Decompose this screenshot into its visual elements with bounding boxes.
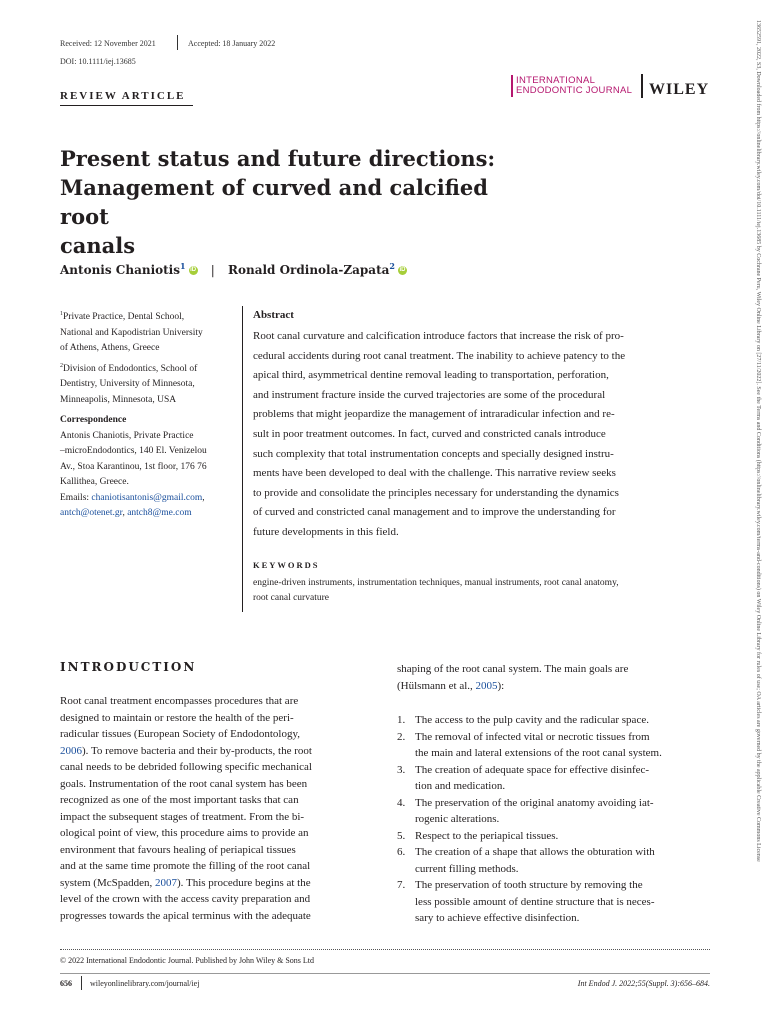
title-line-2: Management of curved and calcified root <box>60 175 488 229</box>
abstract-line: of curved and constricted canal management and to improve the understanding for <box>253 506 616 519</box>
list-item <box>397 795 709 828</box>
author-separator: | <box>210 263 215 277</box>
correspondence-line-3: Av., Stoa Karantinou, 1st floor, 176 76 <box>60 461 207 472</box>
abstract-line: such complexity that total instrumentation concepts and specially designed instru- <box>253 447 614 460</box>
list-item-text: current filling methods. <box>415 862 519 875</box>
abstract-body <box>253 327 709 543</box>
list-number: 6. <box>397 846 406 858</box>
citation-link[interactable]: 2006 <box>60 744 82 757</box>
author-2-affiliation-ref[interactable]: 2 <box>389 261 395 271</box>
list-item-text: The creation of a shape that allows the obturation with <box>415 846 655 858</box>
list-item-text: the main and lateral extensions of the root canal system. <box>415 747 662 759</box>
list-number: 4. <box>397 796 406 809</box>
list-item <box>397 729 709 762</box>
logo-divider <box>641 74 643 98</box>
accepted-date: Accepted: 18 January 2022 <box>188 39 276 48</box>
email-link-3[interactable]: antch8@me.com <box>127 508 192 518</box>
correspondence-line-1: Antonis Chaniotis, Private Practice <box>60 430 194 441</box>
abstract-line: future developments in this field. <box>253 525 399 538</box>
emails-label: Emails: <box>60 492 92 503</box>
list-number: 1. <box>397 714 406 726</box>
list-item-text: less possible amount of dentine structure that is neces- <box>415 895 655 908</box>
intro-line: impact the subsequent stages of treatment. From the bi- <box>60 810 305 823</box>
correspondence-heading: Correspondence <box>60 415 127 425</box>
citation: Int Endod J. 2022;55(Suppl. 3):656–684. <box>577 979 710 988</box>
list-number: 3. <box>397 763 406 776</box>
copyright: © 2022 International Endodontic Journal. Published by John Wiley & Sons Ltd <box>60 956 315 965</box>
doi: DOI: 10.1111/iej.13685 <box>60 57 136 66</box>
journal-logo-text <box>516 76 632 96</box>
intro-line: progresses towards the apical terminus with the adequate <box>60 909 311 922</box>
affiliation-2-sup: 2 <box>60 362 63 369</box>
list-item-text: The access to the pulp cavity and the radicular space. <box>415 714 649 726</box>
title-line-3: canals <box>60 233 136 258</box>
intro-line: canal needs to be debrided following specific mechanical <box>60 761 312 773</box>
citation-link[interactable]: 2005 <box>475 679 498 692</box>
orcid-icon[interactable]: iD <box>399 267 406 273</box>
list-item-text: tion and medication. <box>415 780 506 792</box>
list-number: 2. <box>397 730 406 743</box>
list-item <box>397 762 709 795</box>
footer-rule <box>60 973 710 974</box>
intro-line: environment that favours healing of periapical tissues <box>60 843 296 856</box>
intro-line <box>60 743 372 760</box>
abstract-line: ments have been developed to deal with the challenge. This narrative review seeks <box>253 467 616 480</box>
list-item <box>397 712 709 729</box>
list-number: 7. <box>397 879 406 891</box>
list-item-text: sary to achieve effective disinfection. <box>415 912 580 924</box>
list-item <box>397 828 709 845</box>
intro-line: Root canal treatment encompasses procedures that are <box>60 695 299 707</box>
list-item-text: The creation of adequate space for effective disinfec- <box>415 763 650 776</box>
intro-line-text: ): <box>497 679 505 692</box>
journal-logo-line2: ENDODONTIC JOURNAL <box>516 85 633 96</box>
correspondence <box>60 413 240 522</box>
author-2-name[interactable]: Ronald Ordinola-Zapata <box>228 263 390 277</box>
affiliation-2-line-3: Minneapolis, Minnesota, USA <box>60 394 177 405</box>
affiliations <box>60 307 240 408</box>
affiliation-1-sup: 1 <box>60 311 63 317</box>
abstract-heading: Abstract <box>253 309 294 321</box>
abstract-rule <box>242 306 243 612</box>
keywords-line-2: root canal curvature <box>253 593 329 603</box>
list-item <box>397 877 709 927</box>
header-divider <box>177 35 178 50</box>
intro-line-text: (Hülsmann et al., <box>397 679 476 692</box>
affiliation-2-line-2: Dentistry, University of Minnesota, <box>60 379 195 390</box>
abstract-line: problems that might jeopardize the management of intraradicular infection and re- <box>253 408 615 421</box>
author-1-affiliation-ref[interactable]: 1 <box>180 261 186 271</box>
intro-line: and at the same time promote the filling of the root canal <box>60 860 311 872</box>
list-item-text: rogenic alterations. <box>415 813 500 825</box>
affiliation-2 <box>60 359 240 378</box>
intro-line <box>397 678 709 695</box>
list-item-text: Respect to the periapical tissues. <box>415 829 559 842</box>
affiliation-1-line-2: National and Kapodistrian University <box>60 327 203 338</box>
intro-line <box>60 875 372 892</box>
intro-line-text: ). To remove bacteria and their by-products, the root <box>82 744 312 757</box>
intro-line-text: system (McSpadden, <box>60 876 156 889</box>
footer-divider <box>60 949 710 950</box>
journal-url[interactable]: wileyonlinelibrary.com/journal/iej <box>90 979 200 988</box>
list-item-text: The preservation of the original anatomy avoiding iat- <box>415 796 654 809</box>
author-list <box>60 261 407 277</box>
intro-line: goals. Instrumentation of the root canal system has been <box>60 777 308 790</box>
goals-list <box>397 712 709 927</box>
abstract-line: cedural accidents during root canal treatment. The inability to achieve patency to the <box>253 349 626 362</box>
author-1-name[interactable]: Antonis Chaniotis <box>60 263 180 277</box>
correspondence-line-2: –microEndodontics, 140 El. Venizelou <box>60 446 207 456</box>
email-comma: , <box>202 492 205 503</box>
abstract-line: and instrument fracture inside the curved trajectories are some of the procedural <box>253 388 606 401</box>
article-title <box>60 144 520 260</box>
journal-logo-line1: INTERNATIONAL <box>516 75 596 86</box>
introduction-heading: INTRODUCTION <box>60 660 197 674</box>
list-item-text: The preservation of tooth structure by removing the <box>415 879 643 891</box>
download-side-note <box>752 20 762 1000</box>
journal-logo-bar <box>511 75 513 97</box>
email-separator: , <box>122 508 128 518</box>
abstract-line: to provide and consolidate the principles necessary for understanding the dynamics <box>253 486 619 499</box>
intro-line: recognized as one of the most important tasks that can <box>60 794 299 806</box>
orcid-icon[interactable]: iD <box>190 267 197 273</box>
introduction-right-column <box>397 661 709 694</box>
list-item-text: The removal of infected vital or necrotic tissues from <box>415 730 650 743</box>
affiliation-1-line-1: Private Practice, Dental School, <box>63 312 185 323</box>
keywords-heading: KEYWORDS <box>253 560 320 570</box>
article-type: REVIEW ARTICLE <box>60 90 186 102</box>
intro-line: ological point of view, this procedure aims to provide an <box>60 827 309 839</box>
abstract-line: sult in poor treatment outcomes. In fact, curved and constricted canals introduce <box>253 427 606 440</box>
introduction-left-column <box>60 693 372 924</box>
email-link-2[interactable]: antch@otenet.gr <box>60 508 123 518</box>
correspondence-emails-line-2 <box>60 506 240 522</box>
affiliation-2-line-1: Division of Endodontics, School of <box>63 363 198 374</box>
intro-line: shaping of the root canal system. The main goals are <box>397 663 629 675</box>
list-item <box>397 844 709 877</box>
list-number: 5. <box>397 829 406 842</box>
intro-line: designed to maintain or restore the health of the peri- <box>60 711 294 724</box>
article-type-underline <box>60 105 193 106</box>
correspondence-emails-line-1 <box>60 491 240 507</box>
intro-line: level of the crown with the access cavity preparation and <box>60 893 311 905</box>
keywords <box>253 576 713 606</box>
page-number: 656 <box>60 979 72 988</box>
publisher-logo[interactable]: WILEY <box>649 81 710 98</box>
email-link-1[interactable]: chaniotisantonis@gmail.com <box>91 492 203 503</box>
correspondence-line-4: Kallithea, Greece. <box>60 477 129 487</box>
citation-link[interactable]: 2007 <box>155 876 178 889</box>
abstract-line: Root canal curvature and calcification introduce factors that increase the risk of pro- <box>253 330 624 342</box>
intro-line: radicular tissues (European Society of Endodontology, <box>60 728 301 740</box>
download-side-note-text: 13652591, 2022, S3, Downloaded from https://onlinelibrary.wiley.com/doi/10.1111/iej.13685 by Cochrane Peru, Wiley Online Library on [27/11/2022]. See the Terms and Conditions (https://onlinelibrary.wiley.com/terms-and-conditions) on Wiley Online Library for rules of use; OA articles are governed by the applicable Creative Commons License <box>755 20 761 862</box>
affiliation-1-line-3: of Athens, Athens, Greece <box>60 343 160 354</box>
keywords-line-1: engine-driven instruments, instrumentation techniques, manual instruments, root canal anatomy, <box>253 578 619 588</box>
received-date: Received: 12 November 2021 <box>60 39 156 48</box>
footer-page-divider <box>81 976 82 990</box>
abstract-line: apical third, asymmetrical dentine removal leading to transportation, perforation, <box>253 369 609 382</box>
title-line-1: Present status and future directions: <box>60 146 496 171</box>
affiliation-1 <box>60 307 240 326</box>
intro-line-text: ). This procedure begins at the <box>177 876 311 889</box>
